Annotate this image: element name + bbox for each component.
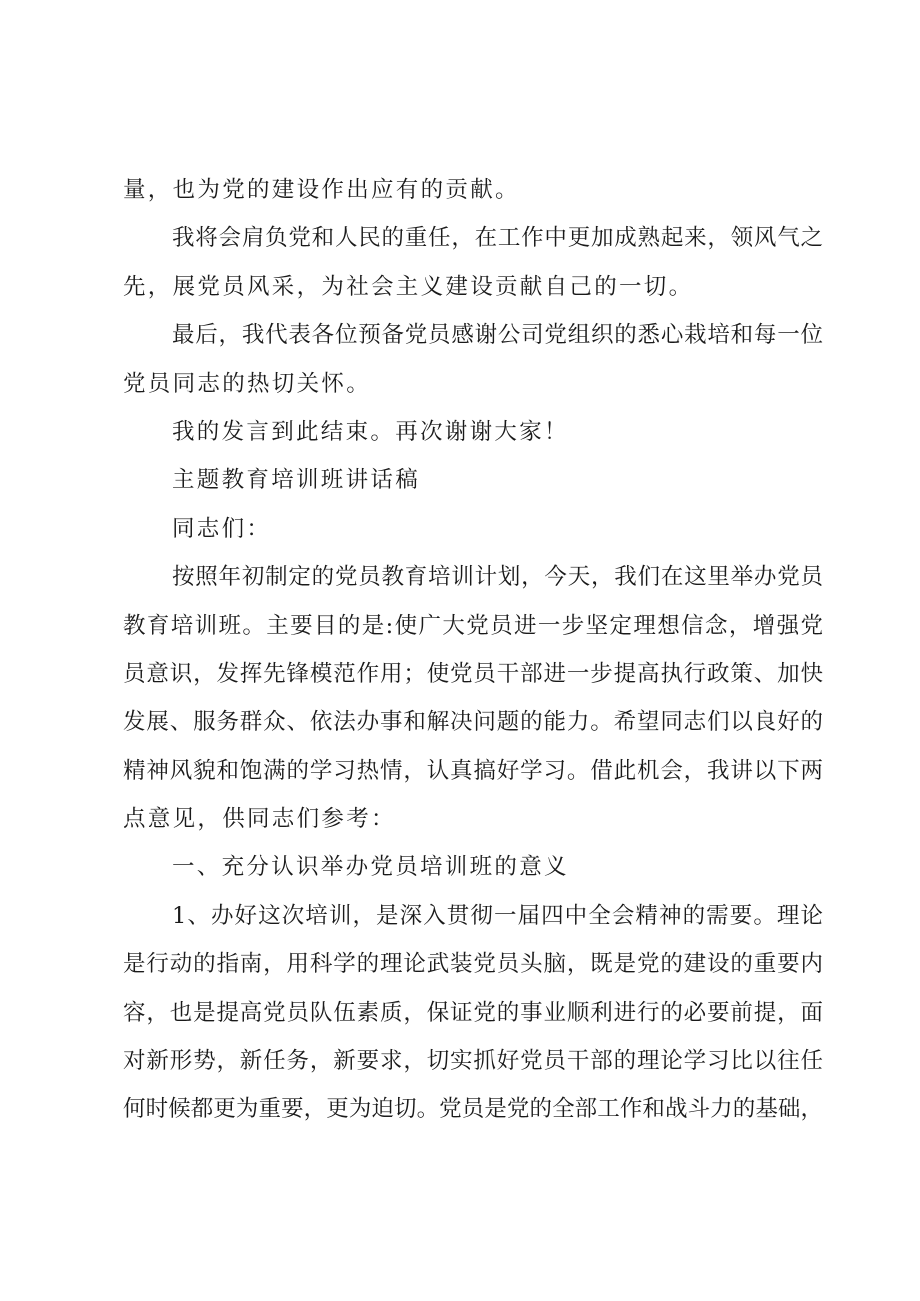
salutation: 同志们： [172,515,272,542]
text-line: 是行动的指南，用科学的理论武装党员头脑，既是党的建设的重要内 [123,951,823,978]
text-line: 精神风貌和饱满的学习热情，认真搞好学习。借此机会，我讲以下两 [123,757,823,784]
text-line: 容，也是提高党员队伍素质，保证党的事业顺利进行的必要前提，面 [123,999,823,1026]
text-line: 量，也为党的建设作出应有的贡献。 [123,177,520,203]
text-line: 1、办好这次培训，是深入贯彻一届四中全会精神的需要。理论 [172,902,823,929]
text-line: 最后，我代表各位预备党员感谢公司党组织的悉心栽培和每一位 [172,322,823,349]
text-line: 按照年初制定的党员教育培训计划，今天，我们在这里举办党员 [172,564,823,591]
text-line: 我的发言到此结束。再次谢谢大家！ [172,418,569,445]
text-line: 教育培训班。主要目的是:使广大党员进一步坚定理想信念，增强党 [123,612,823,639]
text-line: 员意识，发挥先锋模范作用；使党员干部进一步提高执行政策、加快 [123,660,823,687]
text-line: 点意见，供同志们参考： [123,806,396,833]
text-line: 对新形势，新任务，新要求，切实抓好党员干部的理论学习比以往任 [123,1048,823,1075]
document-body [123,166,823,1134]
text-line: 发展、服务群众、依法办事和解决问题的能力。希望同志们以良好的 [123,709,823,736]
text-line: 何时候都更为重要，更为迫切。党员是党的全部工作和战斗力的基础， [123,1096,823,1123]
text-line: 党员同志的热切关怀。 [123,370,372,397]
text-line: 我将会肩负党和人民的重任，在工作中更加成熟起来，领风气之 [172,225,823,252]
section-heading: 一、充分认识举办党员培训班的意义 [172,854,569,881]
text-line: 先，展党员风采，为社会主义建设贡献自己的一切。 [123,273,694,300]
section-title: 主题教育培训班讲话稿 [172,467,421,494]
